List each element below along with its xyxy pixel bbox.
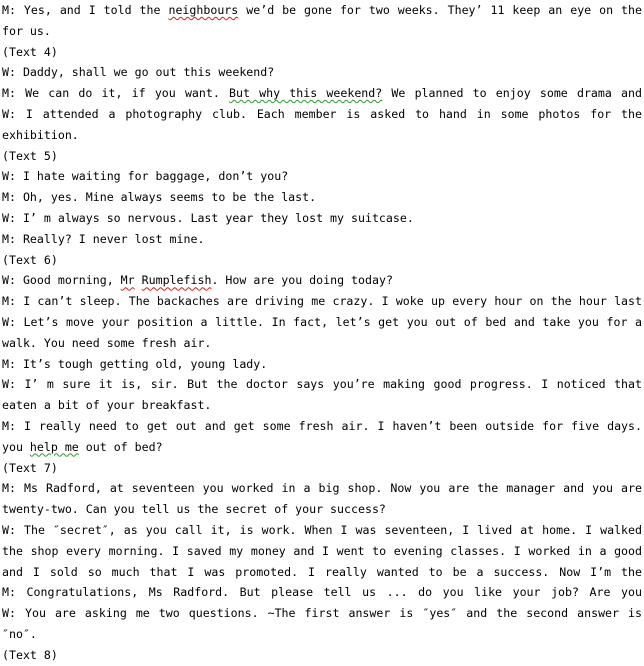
text-line: [2, 83, 642, 104]
text-segment: W: The ″secret″, as you call it, is work. When I was seventeen, I lived at home. I walked: [2, 522, 642, 537]
text-line: [2, 458, 642, 479]
document-page: [2, 0, 642, 666]
spelling-flag: Mr: [120, 273, 135, 288]
text-line: [2, 582, 642, 603]
text-segment: [135, 273, 142, 287]
grammar-flag: But why this weekend?: [229, 86, 383, 101]
text-segment: . How are you doing today?: [211, 273, 393, 288]
text-segment: the shop every morning. I saved my money and I went to evening classes. I worked in a good: [2, 543, 642, 558]
text-segment: (Text 8): [2, 647, 58, 662]
text-segment: W: I hate waiting for baggage, don’t you?: [2, 169, 289, 184]
text-line: [2, 270, 642, 291]
spelling-flag: Rumplefish: [141, 273, 212, 288]
text-line: [2, 520, 642, 541]
text-segment: you: [2, 439, 30, 454]
grammar-flag: help me: [29, 439, 79, 454]
text-segment: (Text 6): [2, 252, 58, 267]
text-line: [2, 291, 642, 312]
text-line: [2, 21, 642, 42]
text-line: [2, 187, 642, 208]
text-segment: W: Good morning,: [2, 273, 121, 288]
text-line: [2, 125, 642, 146]
text-line: [2, 166, 642, 187]
text-segment: W: I’ m sure it is, sir. But the doctor says you’re making good progress. I noticed that: [2, 377, 642, 392]
text-segment: M: Oh, yes. Mine always seems to be the last.: [2, 190, 317, 205]
text-line: [2, 42, 642, 63]
text-segment: walk. You need some fresh air.: [2, 335, 212, 350]
text-line: [2, 499, 642, 520]
text-segment: M: Congratulations, Ms Radford. But please tell us ... do you like your job? Are you: [2, 585, 642, 600]
text-segment: M: We can do it, if you want.: [2, 86, 230, 101]
spelling-flag: neighbours: [168, 3, 239, 17]
text-line: [2, 208, 642, 229]
text-line: [2, 624, 642, 645]
text-segment: W: Daddy, shall we go out this weekend?: [2, 65, 275, 80]
text-line: [2, 437, 642, 458]
text-segment: (Text 7): [2, 460, 58, 475]
text-line: [2, 603, 642, 624]
text-segment: M: Yes, and I told the: [2, 3, 169, 17]
text-line: [2, 645, 642, 666]
text-segment: ″no″.: [2, 626, 37, 641]
text-segment: for us.: [2, 23, 51, 38]
text-segment: we’d be gone for two weeks. They’ 11 keep an eye on the: [246, 3, 642, 17]
text-segment: (Text 4): [2, 44, 58, 59]
text-line: [2, 229, 642, 250]
text-segment: W: I’ m always so nervous. Last year they lost my suitcase.: [2, 210, 414, 225]
text-segment: M: Ms Radford, at seventeen you worked in a big shop. Now you are the manager and you are: [2, 481, 642, 496]
text-segment: M: It’s tough getting old, young lady.: [2, 356, 268, 371]
text-segment: W: Let’s move your position a little. In fact, let’s get you out of bed and take you for a: [2, 314, 642, 329]
text-segment: M: I can’t sleep. The backaches are driving me crazy. I woke up every hour on the hour last: [2, 294, 642, 309]
text-line: [2, 562, 642, 583]
text-line: [2, 104, 642, 125]
text-segment: and I sold so much that I was promoted. I really wanted to be a success. Now I’m the: [2, 564, 642, 579]
text-segment: M: I really need to get out and get some fresh air. I haven’t been outside for five days.: [2, 418, 642, 433]
text-line: [2, 541, 642, 562]
text-segment: (Text 5): [2, 148, 58, 163]
text-line: [2, 312, 642, 333]
text-line: [2, 416, 642, 437]
text-line: [2, 333, 642, 354]
text-line: [2, 374, 642, 395]
text-segment: W: I attended a photography club. Each member is asked to hand in some photos for the: [2, 106, 642, 121]
text-segment: We planned to enjoy some drama and: [391, 86, 642, 101]
text-segment: W: You are asking me two questions. ~The first answer is ″yes″ and the second answer is: [2, 606, 642, 621]
text-segment: eaten a bit of your breakfast.: [2, 398, 212, 413]
text-line: [2, 0, 642, 21]
text-line: [2, 146, 642, 167]
text-line: [2, 395, 642, 416]
text-line: [2, 250, 642, 271]
text-line: [2, 354, 642, 375]
text-line: [2, 62, 642, 83]
text-segment: exhibition.: [2, 127, 79, 142]
text-segment: M: Really? I never lost mine.: [2, 231, 205, 246]
text-line: [2, 478, 642, 499]
text-segment: out of bed?: [78, 439, 163, 454]
text-segment: twenty-two. Can you tell us the secret of your success?: [2, 502, 386, 517]
